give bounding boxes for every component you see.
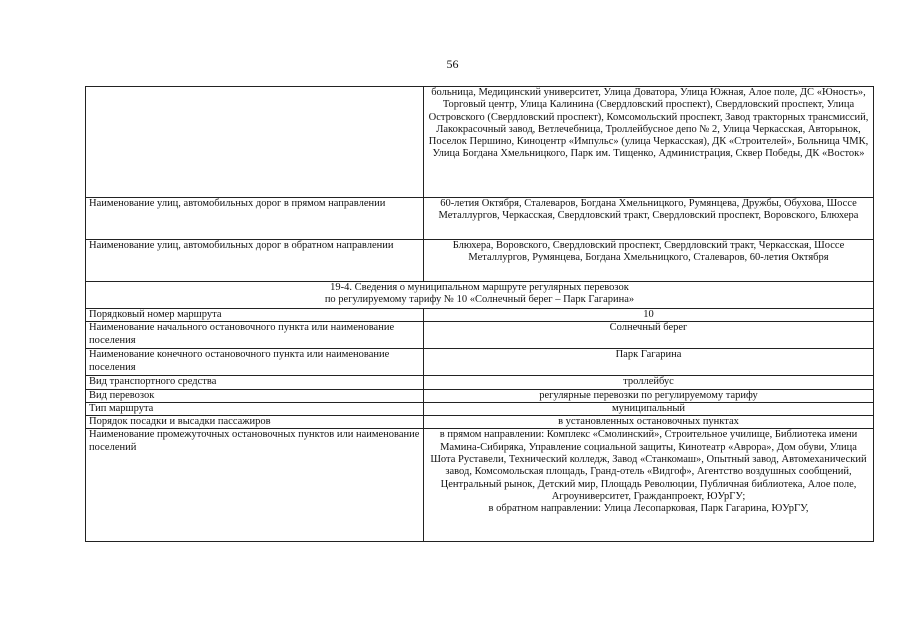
cell-value: 10 xyxy=(424,309,874,322)
cell-value-forward-streets: 60-летия Октября, Сталеваров, Богдана Хмельницкого, Румянцева, Дружбы, Обухова, Шоссе Металлургов, Черкасская, Свердловский тракт, Свердловский проспект, Воровского, Блюхера xyxy=(424,198,874,240)
table-row xyxy=(86,309,874,322)
cell-value: регулярные перевозки по регулируемому тарифу xyxy=(424,389,874,402)
cell-label: Вид перевозок xyxy=(86,389,424,402)
cell-value: Парк Гагарина xyxy=(424,349,874,376)
table-row xyxy=(86,429,874,542)
cell-value: Солнечный берег xyxy=(424,322,874,349)
table-row xyxy=(86,349,874,376)
table-row xyxy=(86,389,874,402)
table-row xyxy=(86,376,874,389)
intermediate-stops-reverse: в обратном направлении: Улица Лесопарковая, Парк Гагарина, ЮУрГУ, xyxy=(488,503,809,515)
cell-label-reverse-streets: Наименование улиц, автомобильных дорог в обратном направлении xyxy=(86,240,424,282)
section-title-line2: по регулируемому тарифу № 10 «Солнечный берег – Парк Гагарина» xyxy=(324,294,635,306)
cell-value: в установленных остановочных пунктах xyxy=(424,416,874,429)
cell-label: Вид транспортного средства xyxy=(86,376,424,389)
cell-label-forward-streets: Наименование улиц, автомобильных дорог в прямом направлении xyxy=(86,198,424,240)
route-table xyxy=(85,86,874,542)
cell-label: Тип маршрута xyxy=(86,402,424,415)
section-heading-row xyxy=(86,282,874,309)
cell-value: муниципальный xyxy=(424,402,874,415)
cell-value-intermediate-stops xyxy=(424,429,874,542)
cell-label: Порядок посадки и высадки пассажиров xyxy=(86,416,424,429)
table-row xyxy=(86,198,874,240)
intermediate-stops-forward: в прямом направлении: Комплекс «Смолинский», Строительное училище, Библиотека имени Мамина-Сибиряка, Управление социальной защиты, Кинотеатр «Аврора», Дом обуви, Улица Шота Руставели, Технический колледж, Завод «Станкомаш», Опытный завод, Автомеханический завод, Комсомольская площадь, Гранд-отель «Видгоф», Агентство воздушных сообщений, Центральный рынок, Детский мир, Площадь Революции, Публичная библиотека, Алое поле, Агроуниверситет, Гражданпроект, ЮУрГУ; xyxy=(430,429,867,502)
cell-value-reverse-streets: Блюхера, Воровского, Свердловский проспект, Свердловский тракт, Черкасская, Шоссе Металлургов, Румянцева, Богдана Хмельницкого, Сталеваров, 60-летия Октября xyxy=(424,240,874,282)
cell-value: троллейбус xyxy=(424,376,874,389)
cell-label: Порядковый номер маршрута xyxy=(86,309,424,322)
table-row xyxy=(86,416,874,429)
cell-label: Наименование начального остановочного пункта или наименование поселения xyxy=(86,322,424,349)
section-heading xyxy=(86,282,874,309)
cell-label-continuation xyxy=(86,87,424,198)
table-row xyxy=(86,322,874,349)
cell-value-continuation: больница, Медицинский университет, Улица Доватора, Улица Южная, Алое поле, ДС «Юность», Торговый центр, Улица Калинина (Свердловский проспект), Свердловский проспект, Улица Островского (Свердловский проспект), Комсомольский проспект, Завод тракторных трансмиссий, Лакокрасочный завод, Ветлечебница, Троллейбусное депо № 2, Улица Черкасская, Авторынок, Поселок Першино, Киноцентр «Импульс» (улица Черкасская), ДК «Строителей», Больница ЧМК, Улица Богдана Хмельницкого, Парк им. Тищенко, Администрация, Сквер Победы, ДК «Восток» xyxy=(424,87,874,198)
cell-label: Наименование конечного остановочного пункта или наименование поселения xyxy=(86,349,424,376)
page-number: 56 xyxy=(446,57,459,71)
table-row xyxy=(86,87,874,198)
cell-label: Наименование промежуточных остановочных пунктов или наименование поселений xyxy=(86,429,424,542)
table-row xyxy=(86,402,874,415)
table-row xyxy=(86,240,874,282)
section-title-line1: 19-4. Сведения о муниципальном маршруте регулярных перевозок xyxy=(330,282,629,293)
